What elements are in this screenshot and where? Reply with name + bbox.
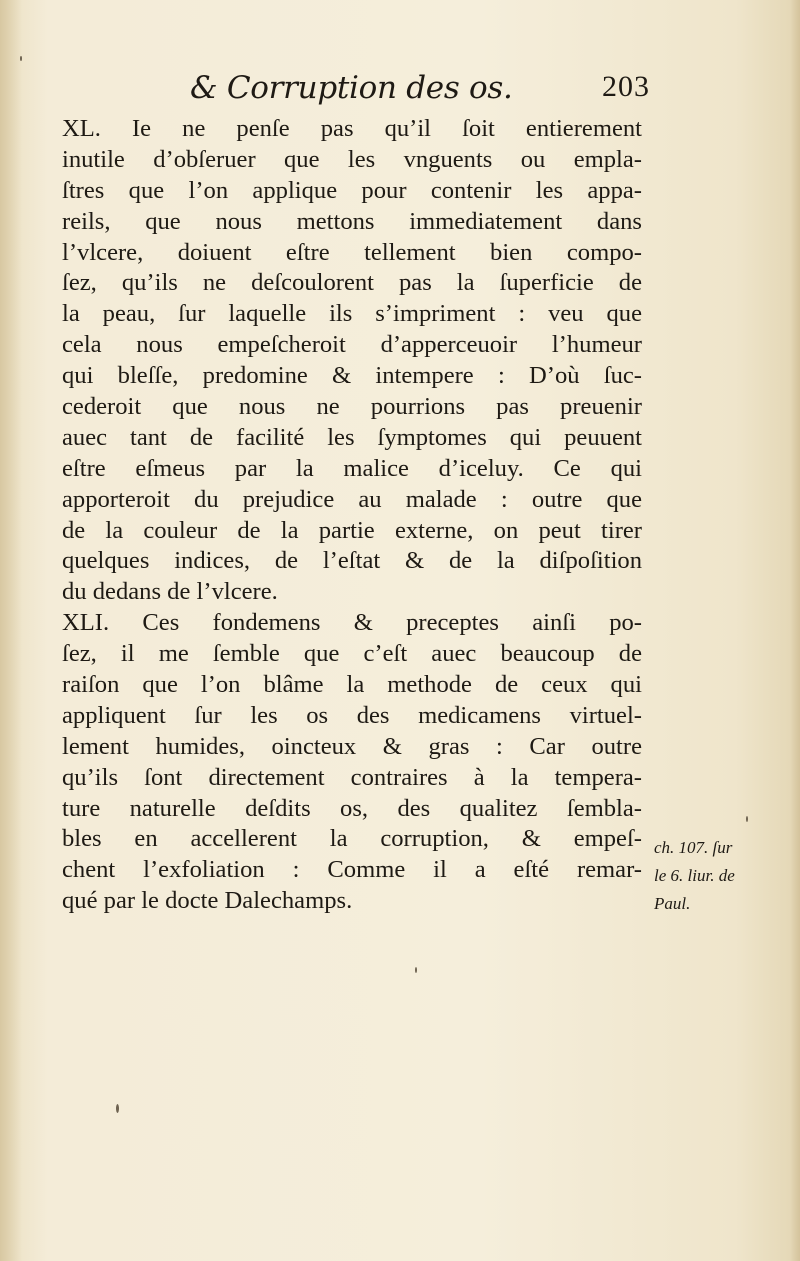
ink-speck [415, 967, 417, 973]
text-line: de la couleur de la partie externe, on peut tirer [62, 516, 642, 544]
text-line: bles en accellerent la corruption, & empeſ- [62, 825, 642, 853]
text-line: cederoit que nous ne pourrions pas preuenir [62, 393, 642, 421]
text-line: ſez, il me ſemble que c’eſt auec beaucoup de [62, 640, 642, 668]
text-line: qu’ils ſont directement contraires à la tempera- [62, 763, 642, 791]
margin-note-line: le 6. liur. de [654, 866, 735, 885]
text-line: ſtres que l’on applique pour contenir les appa- [62, 176, 642, 204]
text-line: chent l’exfoliation : Comme il a eſté remar- [62, 856, 642, 884]
running-title: & Corruption des os. [190, 70, 513, 106]
text-line: lement humides, oincteux & gras : Car outre [62, 732, 642, 760]
text-line: XLI. Ces fondemens & preceptes ainſi po- [62, 609, 642, 637]
ink-speck [746, 816, 748, 822]
text-line: raiſon que l’on blâme la methode de ceux qui [62, 671, 642, 699]
text-line: eſtre eſmeus par la malice d’iceluy. Ce qui [62, 454, 642, 482]
text-line: ſez, qu’ils ne deſcoulorent pas la ſuperficie de [62, 269, 642, 297]
text-line: auec tant de facilité les ſymptomes qui peuuent [62, 423, 642, 451]
text-line: l’vlcere, doiuent eſtre tellement bien compo- [62, 238, 642, 266]
text-line: qué par le docte Dalechamps. [62, 887, 353, 915]
text-line: appliquent ſur les os des medicamens virtuel- [62, 701, 642, 729]
margin-note [654, 834, 784, 918]
text-line: cela nous empeſcheroit d’apperceuoir l’humeur [62, 331, 642, 359]
text-line: la peau, ſur laquelle ils s’impriment : veu que [62, 300, 642, 328]
page-number: 203 [602, 70, 650, 103]
text-line: inutile d’obſeruer que les vnguents ou empla- [62, 145, 642, 173]
margin-note-line: Paul. [654, 894, 691, 913]
text-line: XL. Ie ne penſe pas qu’il ſoit entierement [62, 115, 642, 142]
ink-speck [20, 56, 22, 61]
page-header [190, 70, 650, 110]
body-text [62, 114, 642, 917]
text-line: reils, que nous mettons immediatement dans [62, 207, 642, 235]
text-line: qui bleſſe, predomine & intempere : D’où ſuc- [62, 362, 642, 390]
text-line: du dedans de l’vlcere. [62, 578, 278, 606]
ink-speck [116, 1104, 119, 1113]
text-line: quelques indices, de l’eſtat & de la diſpoſition [62, 547, 642, 575]
margin-note-line: ch. 107. ſur [654, 838, 733, 857]
text-line: apporteroit du prejudice au malade : outre que [62, 485, 642, 513]
text-line: ture naturelle deſdits os, des qualitez ſembla- [62, 794, 642, 822]
